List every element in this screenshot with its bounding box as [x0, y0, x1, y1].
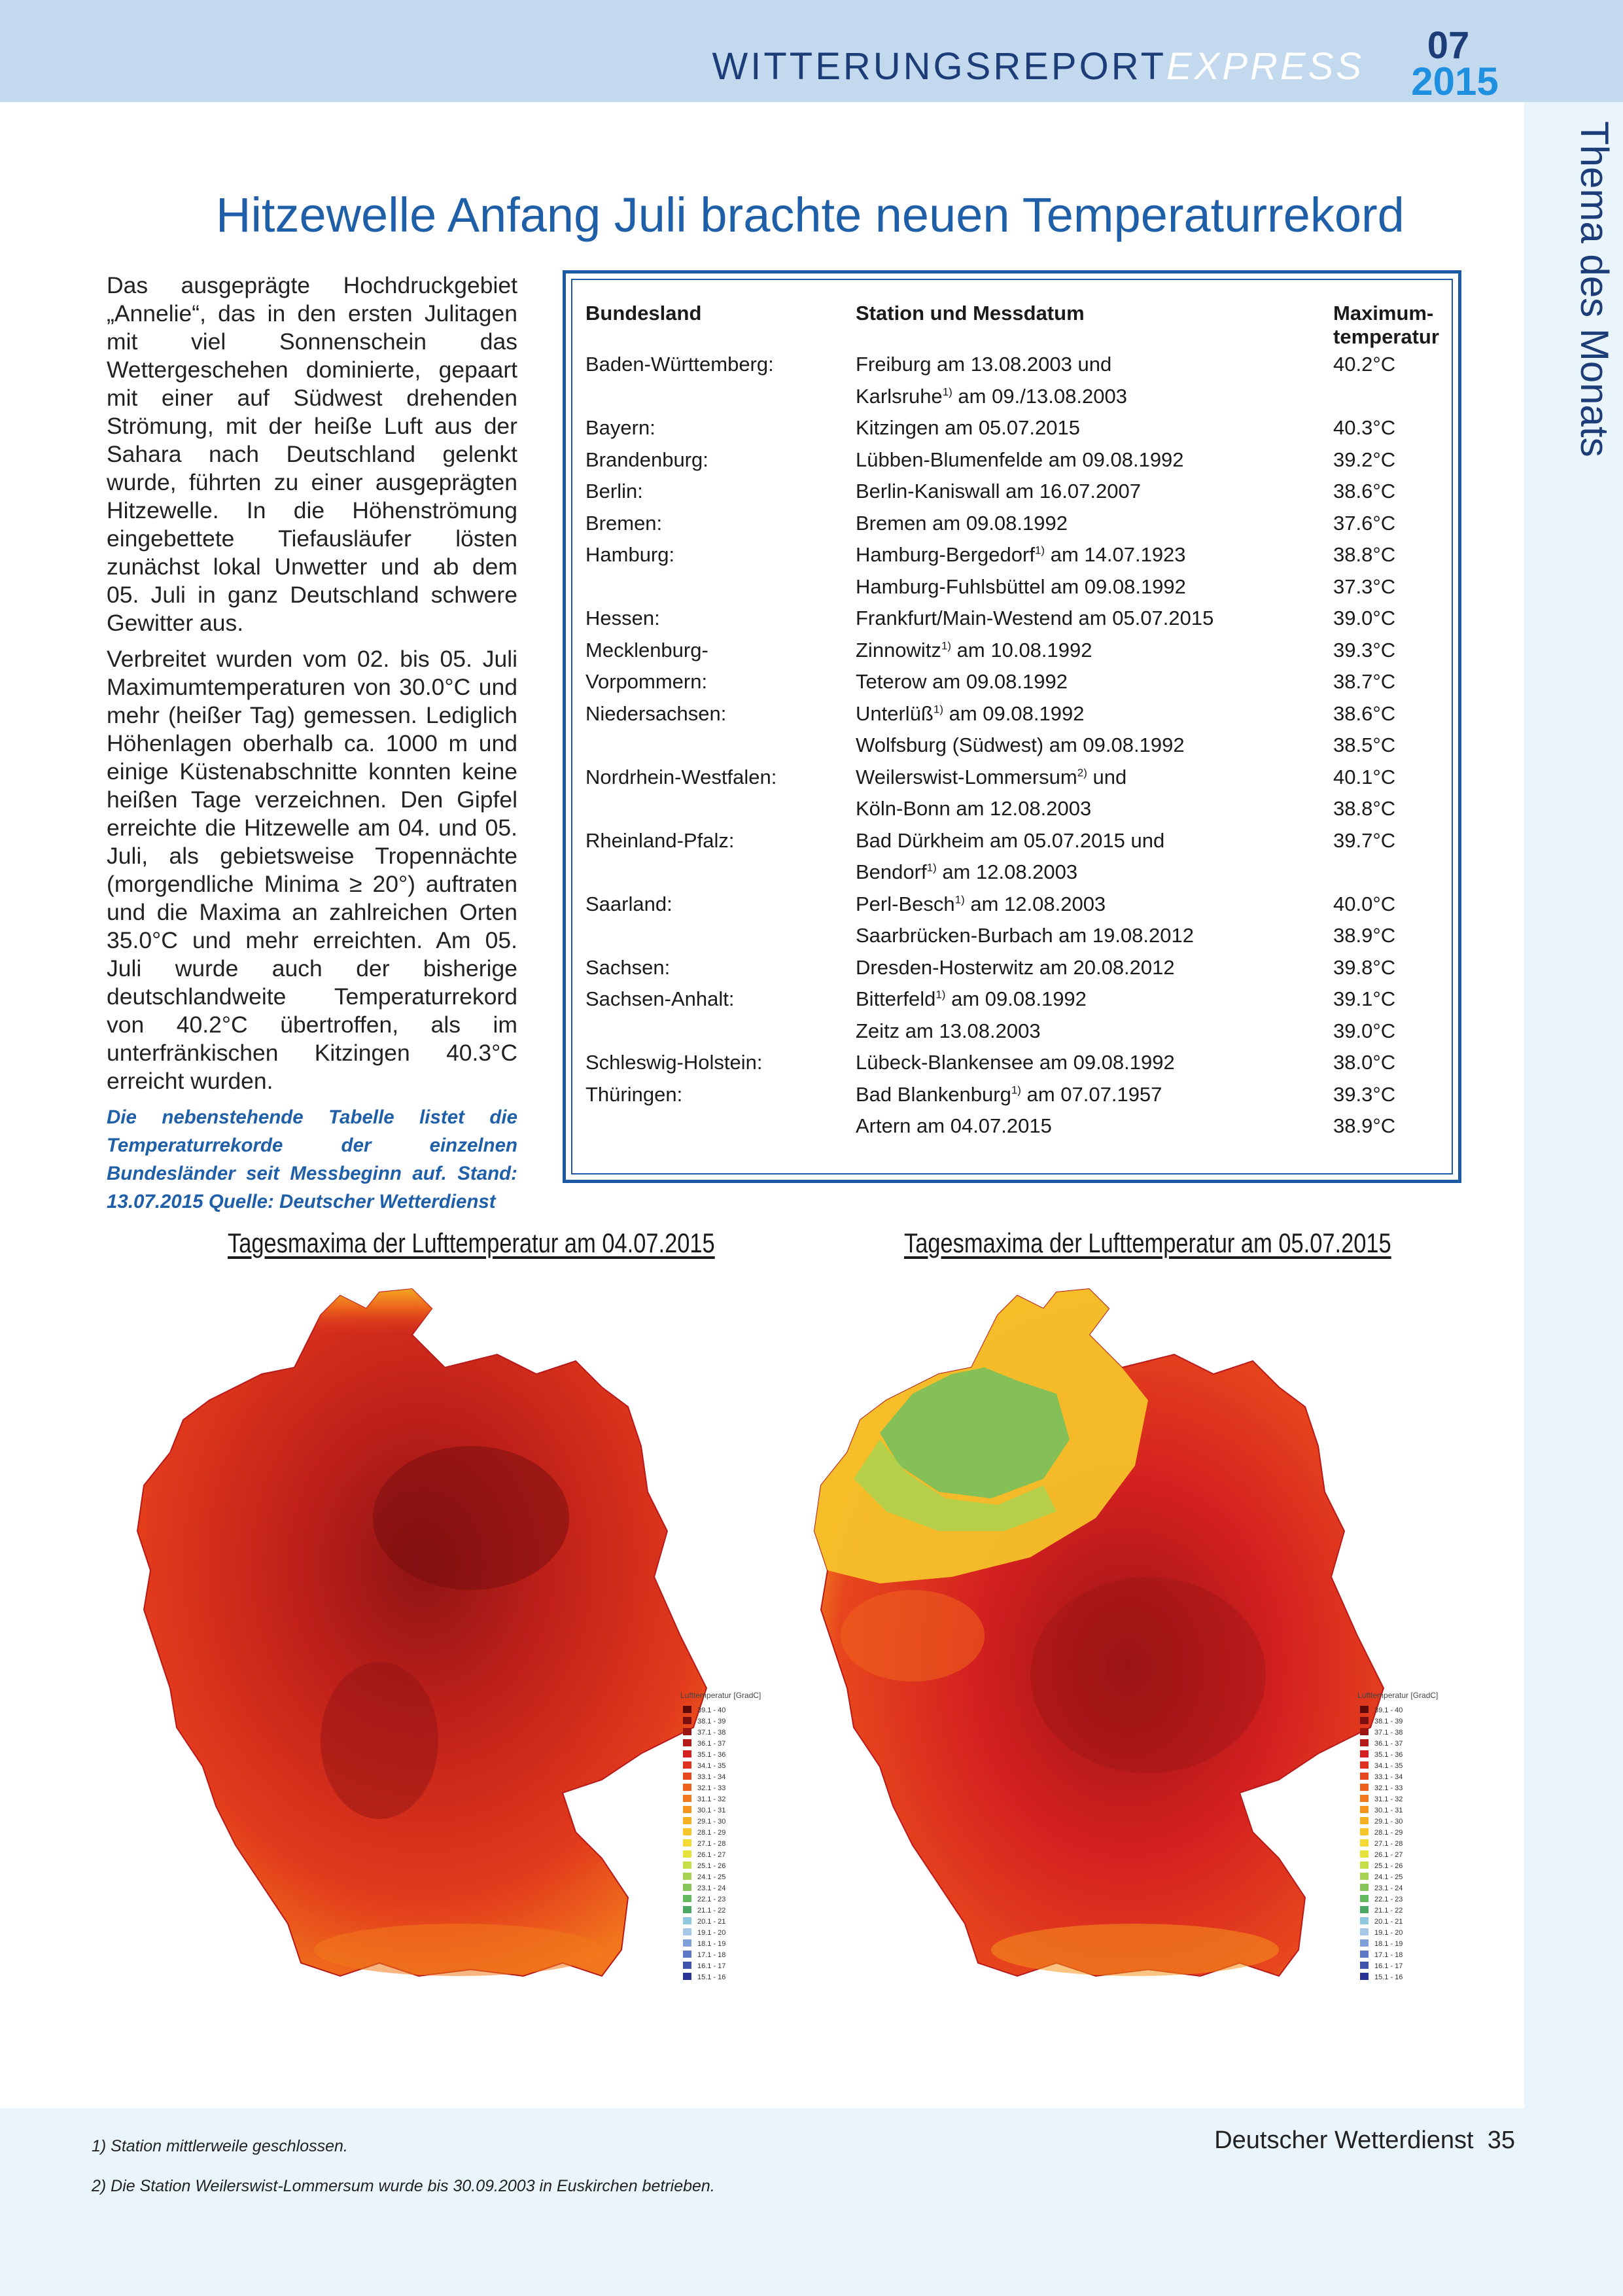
cell-max-temp: 39.1°C — [1333, 987, 1396, 1011]
legend-swatch — [1360, 1728, 1369, 1735]
legend-swatch — [683, 1839, 691, 1846]
footnote-marker: 1) — [941, 639, 952, 652]
station-name: Bad Dürkheim am 05.07.2015 und — [856, 828, 1165, 852]
legend-label: 24.1 - 25 — [697, 1873, 726, 1881]
cell-max-temp: 39.8°C — [1333, 955, 1396, 979]
station-name: Lübben-Blumenfelde am 09.08.1992 — [856, 448, 1184, 471]
station-name: Zinnowitz — [856, 638, 941, 662]
cell-station — [856, 444, 1333, 476]
cell-station — [856, 1079, 1333, 1111]
cell-bundesland — [585, 571, 856, 603]
cell-bundesland: Brandenburg: — [585, 448, 708, 471]
cell-bundesland: Saarland: — [585, 892, 672, 915]
station-name: Hamburg-Fuhlsbüttel am 09.08.1992 — [856, 574, 1186, 598]
station-name: Dresden-Hosterwitz am 20.08.2012 — [856, 955, 1175, 979]
table-row — [585, 1079, 1451, 1111]
cell-max-temp: 38.7°C — [1333, 670, 1396, 694]
station-name: Bitterfeld — [856, 987, 936, 1011]
cell-station — [856, 698, 1333, 730]
table-row — [585, 539, 1451, 571]
legend-swatch — [1360, 1706, 1369, 1713]
cell-station — [856, 539, 1333, 571]
station-name: Teterow am 09.08.1992 — [856, 670, 1068, 694]
legend-swatch — [1360, 1717, 1369, 1724]
body-paragraph-1: Das ausgeprägte Hochdruckgebiet „Annelie“, das in den ersten Julitagen mit viel Sonnenschein das Wettergeschehen dominierte, gepaart mit einer auf Südwest drehenden Strömung, mit der heiße Luft aus der Sahara nach Deutschland gelenkt wurde, führten zu einer ausgeprägten Hitzewelle. In die Höhenströmung eingebettete Tiefausläufer lösten zunächst lokal Unwetter und ab dem 05. Juli in ganz Deutschland schwere Gewitter aus. — [107, 272, 517, 636]
station-name: Weilerswist-Lommersum — [856, 765, 1077, 788]
cell-bundesland — [585, 1016, 856, 1048]
legend-label: 25.1 - 26 — [697, 1862, 726, 1870]
cell-max-temp: 40.1°C — [1333, 765, 1396, 788]
header-bundesland: Bundesland — [585, 302, 702, 325]
legend-label: 22.1 - 23 — [1374, 1896, 1403, 1903]
station-date: am 09./13.08.2003 — [952, 384, 1127, 408]
alps-cooler-0507 — [991, 1924, 1279, 1976]
cell-max-temp: 39.7°C — [1333, 828, 1396, 852]
station-date: und — [1087, 765, 1127, 788]
legend-label: 32.1 - 33 — [1374, 1784, 1403, 1792]
hot-core-0507 — [1030, 1577, 1266, 1773]
legend-label: 26.1 - 27 — [1374, 1851, 1403, 1859]
cell-max-temp: 40.0°C — [1333, 892, 1396, 915]
table-row — [585, 603, 1451, 635]
cell-station — [856, 476, 1333, 508]
table-row — [585, 635, 1451, 667]
station-name: Lübeck-Blankensee am 09.08.1992 — [856, 1051, 1175, 1074]
legend-label: 36.1 - 37 — [697, 1740, 726, 1748]
legend-swatch — [683, 1884, 691, 1891]
legend-label: 39.1 - 40 — [1374, 1706, 1403, 1714]
cell-max-temp: 39.0°C — [1333, 607, 1396, 630]
report-title-main: WITTERUNGSREPORT — [712, 45, 1166, 88]
cell-station — [856, 730, 1333, 762]
legend-swatch — [1360, 1906, 1369, 1913]
cell-max-temp: 39.0°C — [1333, 1019, 1396, 1042]
article-body — [107, 272, 517, 1216]
cell-station — [856, 603, 1333, 635]
legend-label: 20.1 - 21 — [697, 1918, 726, 1926]
cell-bundesland: Thüringen: — [585, 1082, 683, 1106]
legend-label: 36.1 - 37 — [1374, 1740, 1403, 1748]
legend-label: 30.1 - 31 — [697, 1807, 726, 1814]
table-row — [585, 762, 1451, 794]
table-row — [585, 889, 1451, 921]
legend-label: 35.1 - 36 — [1374, 1751, 1403, 1759]
table-row — [585, 476, 1451, 508]
legend-label: 30.1 - 31 — [1374, 1807, 1403, 1814]
table-row — [585, 349, 1451, 381]
legend-0407 — [680, 1691, 761, 1981]
cell-bundesland — [585, 730, 856, 762]
station-name: Bremen am 09.08.1992 — [856, 511, 1068, 535]
cell-max-temp: 38.6°C — [1333, 701, 1396, 725]
table-row — [585, 825, 1451, 857]
table-row — [585, 1110, 1451, 1142]
legend-swatch — [1360, 1895, 1369, 1902]
legend-swatch — [1360, 1750, 1369, 1757]
report-title — [712, 44, 1365, 88]
station-name: Freiburg am 13.08.2003 und — [856, 353, 1112, 376]
cell-bundesland: Schleswig-Holstein: — [585, 1051, 763, 1074]
legend-label: 27.1 - 28 — [1374, 1840, 1403, 1848]
legend-swatch — [683, 1917, 691, 1924]
map-title-0507: Tagesmaxima der Lufttemperatur am 05.07.2015 — [904, 1227, 1391, 1258]
table-header-row — [585, 298, 1451, 349]
legend-swatch — [683, 1928, 691, 1935]
legend-swatch — [1360, 1973, 1369, 1980]
cell-max-temp: 38.9°C — [1333, 924, 1396, 947]
station-name: Bad Blankenburg — [856, 1082, 1011, 1106]
station-name: Unterlüß — [856, 701, 934, 725]
legend-label: 29.1 - 30 — [1374, 1818, 1403, 1826]
map-title-0407: Tagesmaxima der Lufttemperatur am 04.07.2015 — [228, 1227, 715, 1258]
legend-swatch — [1360, 1773, 1369, 1780]
cell-max-temp: 38.0°C — [1333, 1051, 1396, 1074]
legend-swatch — [683, 1951, 691, 1958]
cell-bundesland: Vorpommern: — [585, 670, 708, 694]
legend-swatch — [1360, 1850, 1369, 1858]
legend-swatch — [1360, 1962, 1369, 1969]
records-table — [585, 298, 1451, 1142]
legend-label: 15.1 - 16 — [697, 1973, 726, 1981]
cell-max-temp — [1333, 381, 1451, 413]
table-row — [585, 381, 1451, 413]
table-row — [585, 1047, 1451, 1079]
legend-label: 23.1 - 24 — [697, 1884, 726, 1892]
legend-swatch — [683, 1828, 691, 1835]
legend-label: 23.1 - 24 — [1374, 1884, 1403, 1892]
table-row — [585, 952, 1451, 984]
cell-station — [856, 793, 1333, 825]
cell-station — [856, 666, 1333, 698]
legend-label: 24.1 - 25 — [1374, 1873, 1403, 1881]
legend-swatch — [683, 1817, 691, 1824]
records-table-body — [585, 349, 1451, 1142]
legend-swatch — [683, 1895, 691, 1902]
legend-swatch — [683, 1784, 691, 1791]
cell-station — [856, 983, 1333, 1016]
legend-swatch — [1360, 1806, 1369, 1813]
legend-swatch — [683, 1962, 691, 1969]
footnote-marker: 2) — [1077, 766, 1087, 779]
table-row — [585, 666, 1451, 698]
legend-title: Lufttemperatur [GradC] — [680, 1691, 761, 1700]
footnote-marker: 1) — [926, 861, 937, 874]
cell-bundesland — [585, 1110, 856, 1142]
footnote-marker: 1) — [1034, 544, 1045, 557]
publisher-line — [1214, 2127, 1515, 2155]
table-row — [585, 920, 1451, 952]
legend-swatch — [683, 1773, 691, 1780]
cell-station — [856, 889, 1333, 921]
cell-station — [856, 952, 1333, 984]
legend-label: 18.1 - 19 — [1374, 1940, 1403, 1948]
table-caption: Die nebenstehende Tabelle listet die Temperaturrekorde der einzelnen Bundesländer seit Messbeginn auf. Stand: 13.07.2015 Quelle: Deutscher Wetterdienst — [107, 1106, 517, 1212]
station-date: am 09.08.1992 — [945, 987, 1087, 1011]
legend-label: 27.1 - 28 — [697, 1840, 726, 1848]
station-name: Berlin-Kaniswall am 16.07.2007 — [856, 480, 1141, 503]
cell-max-temp: 38.8°C — [1333, 797, 1396, 821]
legend-swatch — [1360, 1862, 1369, 1869]
issue-year: 2015 — [1411, 60, 1499, 103]
cell-station — [856, 762, 1333, 794]
legend-label: 33.1 - 34 — [1374, 1773, 1403, 1781]
table-row — [585, 698, 1451, 730]
table-row — [585, 571, 1451, 603]
page-number: 35 — [1487, 2127, 1515, 2154]
cell-max-temp: 37.3°C — [1333, 574, 1396, 598]
cell-max-temp: 40.2°C — [1333, 353, 1396, 376]
legend-swatch — [1360, 1761, 1369, 1769]
legend-swatch — [683, 1862, 691, 1869]
section-side-title: Thema des Monats — [1573, 121, 1616, 457]
station-name: Wolfsburg (Südwest) am 09.08.1992 — [856, 733, 1185, 757]
cell-bundesland: Bremen: — [585, 511, 663, 535]
station-name: Saarbrücken-Burbach am 19.08.2012 — [856, 924, 1194, 947]
cell-max-temp — [1333, 857, 1451, 889]
footnote-2: 2) Die Station Weilerswist-Lommersum wurde bis 30.09.2003 in Euskirchen betrieben. — [92, 2177, 715, 2195]
legend-label: 37.1 - 38 — [697, 1729, 726, 1737]
cell-station — [856, 857, 1333, 889]
station-date: am 07.07.1957 — [1021, 1082, 1162, 1106]
cell-max-temp: 38.9°C — [1333, 1114, 1396, 1138]
legend-label: 21.1 - 22 — [697, 1907, 726, 1915]
legend-swatch — [683, 1728, 691, 1735]
cell-station — [856, 381, 1333, 413]
legend-swatch — [683, 1795, 691, 1802]
legend-swatch — [683, 1906, 691, 1913]
alps-cooler-0407 — [314, 1924, 602, 1976]
legend-swatch — [683, 1750, 691, 1757]
legend-swatch — [683, 1873, 691, 1880]
legend-label: 17.1 - 18 — [697, 1951, 726, 1959]
cell-station — [856, 349, 1333, 381]
table-row — [585, 412, 1451, 444]
temperature-map-0507 — [782, 1269, 1475, 2055]
legend-swatch — [683, 1739, 691, 1746]
legend-swatch — [683, 1850, 691, 1858]
legend-swatch — [1360, 1917, 1369, 1924]
body-paragraph-2: Verbreitet wurden vom 02. bis 05. Juli Maximumtemperaturen von 30.0°C und mehr (heißer Tag) gemessen. Lediglich Höhenlagen oberhalb ca. 1000 m und einige Küstenabschnitte konnten keine heißen Tage verzeichnen. Den Gipfel erreichte die Hitzewelle am 04. und 05. Juli, als gebietsweise Tropennächte (morgendliche Minima ≥ 20°) auftraten und die Maxima an zahlreichen Orten 35.0°C und mehr erreichten. Am 05. Juli wurde auch der bisherige deutschlandweite Temperaturrekord von 40.2°C übertroffen, als im unterfränkischen Kitzingen 40.3°C erreicht wurden. — [107, 646, 517, 1094]
report-title-express: EXPRESS — [1166, 45, 1364, 88]
table-row — [585, 793, 1451, 825]
legend-label: 31.1 - 32 — [697, 1795, 726, 1803]
footnote-marker: 1) — [935, 988, 946, 1001]
legend-label: 28.1 - 29 — [1374, 1829, 1403, 1837]
legend-label: 31.1 - 32 — [1374, 1795, 1403, 1803]
cell-bundesland: Rheinland-Pfalz: — [585, 828, 735, 852]
table-row — [585, 857, 1451, 889]
cell-max-temp: 38.5°C — [1333, 733, 1396, 757]
legend-label: 32.1 - 33 — [697, 1784, 726, 1792]
legend-label: 16.1 - 17 — [1374, 1962, 1403, 1970]
station-name: Frankfurt/Main-Westend am 05.07.2015 — [856, 607, 1214, 630]
legend-swatch — [683, 1706, 691, 1713]
cell-bundesland: Baden-Württemberg: — [585, 353, 774, 376]
legend-label: 21.1 - 22 — [1374, 1907, 1403, 1915]
legend-swatch — [683, 1717, 691, 1724]
legend-label: 19.1 - 20 — [1374, 1929, 1403, 1937]
station-date: am 12.08.2003 — [936, 860, 1078, 884]
cell-max-temp: 38.6°C — [1333, 480, 1396, 503]
station-name: Zeitz am 13.08.2003 — [856, 1019, 1041, 1042]
issue-month: 07 — [1427, 24, 1470, 67]
legend-label: 38.1 - 39 — [697, 1718, 726, 1725]
legend-label: 19.1 - 20 — [697, 1929, 726, 1937]
legend-swatch — [683, 1973, 691, 1980]
legend-label: 29.1 - 30 — [697, 1818, 726, 1826]
station-date: am 10.08.1992 — [951, 638, 1092, 662]
legend-label: 20.1 - 21 — [1374, 1918, 1403, 1926]
cell-station — [856, 1016, 1333, 1048]
legend-label: 35.1 - 36 — [697, 1751, 726, 1759]
cell-bundesland — [585, 857, 856, 889]
legend-swatch — [1360, 1739, 1369, 1746]
legend-swatch — [1360, 1839, 1369, 1846]
cell-station — [856, 508, 1333, 540]
legend-label: 37.1 - 38 — [1374, 1729, 1403, 1737]
legend-swatch — [683, 1806, 691, 1813]
legend-swatch — [1360, 1951, 1369, 1958]
records-table-frame — [563, 270, 1461, 1183]
header-maximum-line2: temperatur — [1333, 325, 1439, 348]
cell-station — [856, 1047, 1333, 1079]
legend-label: 39.1 - 40 — [697, 1706, 726, 1714]
station-name: Hamburg-Bergedorf — [856, 543, 1035, 567]
temperature-map-0407 — [105, 1269, 798, 2055]
legend-label: 28.1 - 29 — [697, 1829, 726, 1837]
legend-label: 38.1 - 39 — [1374, 1718, 1403, 1725]
cell-bundesland: Sachsen: — [585, 955, 671, 979]
table-row — [585, 1016, 1451, 1048]
legend-label: 33.1 - 34 — [697, 1773, 726, 1781]
legend-swatch — [683, 1939, 691, 1947]
legend-label: 16.1 - 17 — [697, 1962, 726, 1970]
table-row — [585, 508, 1451, 540]
cell-station — [856, 825, 1333, 857]
legend-swatch — [1360, 1884, 1369, 1891]
cell-bundesland: Niedersachsen: — [585, 701, 727, 725]
legend-label: 25.1 - 26 — [1374, 1862, 1403, 1870]
cell-bundesland: Nordrhein-Westfalen: — [585, 765, 777, 788]
legend-label: 22.1 - 23 — [697, 1896, 726, 1903]
legend-label: 34.1 - 35 — [697, 1762, 726, 1770]
legend-label: 34.1 - 35 — [1374, 1762, 1403, 1770]
cell-max-temp: 37.6°C — [1333, 511, 1396, 535]
station-name: Kitzingen am 05.07.2015 — [856, 416, 1080, 440]
footnote-marker: 1) — [954, 893, 965, 906]
station-name: Artern am 04.07.2015 — [856, 1114, 1052, 1138]
publisher-name: Deutscher Wetterdienst — [1214, 2127, 1474, 2154]
legend-label: 26.1 - 27 — [697, 1851, 726, 1859]
cell-bundesland: Mecklenburg- — [585, 638, 708, 662]
table-row — [585, 730, 1451, 762]
cell-max-temp: 38.8°C — [1333, 543, 1396, 567]
legend-label: 17.1 - 18 — [1374, 1951, 1403, 1959]
cell-bundesland — [585, 793, 856, 825]
table-row — [585, 983, 1451, 1016]
station-date: am 09.08.1992 — [943, 701, 1085, 725]
hot-core-south-0407 — [321, 1662, 438, 1819]
station-name: Perl-Besch — [856, 892, 955, 915]
cell-station — [856, 1110, 1333, 1142]
legend-swatch — [683, 1761, 691, 1769]
cell-max-temp: 39.3°C — [1333, 638, 1396, 662]
legend-title: Lufttemperatur [GradC] — [1357, 1691, 1439, 1700]
cell-station — [856, 635, 1333, 667]
cell-bundesland: Sachsen-Anhalt: — [585, 987, 735, 1011]
footnote-marker: 1) — [942, 385, 952, 398]
cell-station — [856, 920, 1333, 952]
station-name: Bendorf — [856, 860, 927, 884]
hot-core-0407 — [373, 1446, 569, 1590]
legend-swatch — [1360, 1795, 1369, 1802]
header-maximum — [1333, 298, 1451, 349]
cell-bundesland: Berlin: — [585, 480, 643, 503]
legend-swatch — [1360, 1928, 1369, 1935]
cell-station — [856, 412, 1333, 444]
cell-bundesland: Hamburg: — [585, 543, 675, 567]
legend-label: 15.1 - 16 — [1374, 1973, 1403, 1981]
station-date: am 14.07.1923 — [1045, 543, 1186, 567]
cell-bundesland — [585, 920, 856, 952]
legend-label: 18.1 - 19 — [697, 1940, 726, 1948]
legend-swatch — [1360, 1939, 1369, 1947]
cell-bundesland: Hessen: — [585, 607, 660, 630]
station-name: Karlsruhe — [856, 384, 943, 408]
cell-bundesland — [585, 381, 856, 413]
table-row — [585, 444, 1451, 476]
cell-station — [856, 571, 1333, 603]
legend-swatch — [1360, 1873, 1369, 1880]
cell-max-temp: 39.3°C — [1333, 1082, 1396, 1106]
footnote-1: 1) Station mittlerweile geschlossen. — [92, 2137, 348, 2155]
cell-max-temp: 40.3°C — [1333, 416, 1396, 440]
legend-swatch — [1360, 1784, 1369, 1791]
station-date: am 12.08.2003 — [964, 892, 1106, 915]
cell-max-temp: 39.2°C — [1333, 448, 1396, 471]
station-name: Köln-Bonn am 12.08.2003 — [856, 797, 1092, 821]
footnote-marker: 1) — [933, 703, 943, 716]
legend-swatch — [1360, 1817, 1369, 1824]
footnote-marker: 1) — [1011, 1084, 1021, 1097]
legend-0507 — [1357, 1691, 1438, 1981]
legend-swatch — [1360, 1828, 1369, 1835]
coast-highlight-0407 — [183, 1289, 602, 1446]
article-headline: Hitzewelle Anfang Juli brachte neuen Temperaturrekord — [216, 188, 1405, 242]
header-station: Station und Messdatum — [856, 302, 1085, 325]
header-maximum-line1: Maximum- — [1333, 302, 1434, 325]
cell-bundesland: Bayern: — [585, 416, 655, 440]
orange-west-0507 — [841, 1590, 985, 1682]
